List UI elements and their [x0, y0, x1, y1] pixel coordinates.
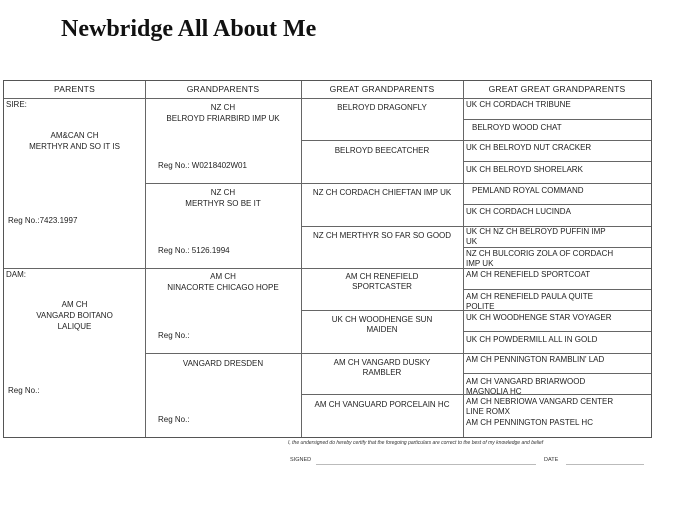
header-great-great-grandparents: GREAT GREAT GRANDPARENTS: [488, 84, 626, 94]
grandparent-title: NZ CH: [210, 188, 236, 197]
grandparent-reg-no: Reg No.: W0218402W01: [158, 161, 247, 170]
grandparent-name: MERTHYR SO BE IT: [185, 199, 261, 208]
sire-reg-no: Reg No.:7423.1997: [8, 216, 78, 225]
grandparent-reg-no: Reg No.:: [158, 415, 190, 424]
dam-name-cont: LALIQUE: [57, 322, 92, 331]
dam-name: VANGARD BOITANO: [36, 311, 113, 320]
great-grandparent-name: AM CH VANGARD DUSKY RAMBLER: [333, 358, 431, 377]
great-great-grandparent-name: UK CH POWDERMILL ALL IN GOLD: [466, 335, 598, 344]
great-great-grandparent-name: AM CH VANGARD BRIARWOOD: [466, 377, 586, 386]
great-great-grandparent-name: AM CH RENEFIELD PAULA QUITE: [466, 292, 593, 301]
grandparent-reg-no: Reg No.:: [158, 331, 190, 340]
great-grandparent-name: BELROYD BEECATCHER: [334, 146, 430, 155]
dam-title: AM CH: [61, 300, 88, 309]
certification-statement: I, the undersigned do hereby certify that the foregoing particulars are correct to the best of my knowledge and belief: [288, 440, 544, 446]
great-great-grandparent-name-cont: IMP UK: [466, 259, 494, 268]
sire-title: AM&CAN CH: [50, 131, 99, 140]
row-divider: [463, 204, 651, 205]
great-great-grandparent-name: UK CH BELROYD SHORELARK: [466, 165, 583, 174]
great-great-grandparent-name: UK CH CORDACH TRIBUNE: [466, 100, 571, 109]
great-great-grandparent-name: BELROYD WOOD CHAT: [472, 123, 562, 132]
row-divider: [463, 161, 651, 162]
grandparent-name: VANGARD DRESDEN: [182, 359, 264, 368]
row-divider: [301, 140, 651, 141]
row-divider: [463, 373, 651, 374]
page-title: Newbridge All About Me: [61, 16, 317, 42]
signed-label: SIGNED: [290, 457, 312, 463]
great-grandparent-name: NZ CH CORDACH CHIEFTAN IMP UK: [312, 188, 452, 197]
great-great-grandparent-name-cont: LINE ROMX: [466, 407, 511, 416]
great-great-grandparent-name: AM CH NEBRIOWA VANGARD CENTER: [466, 397, 614, 406]
row-divider: [145, 353, 651, 354]
header-divider: [4, 98, 651, 99]
column-divider: [301, 81, 302, 437]
header-great-grandparents: GREAT GRANDPARENTS: [329, 84, 435, 94]
sire-label: SIRE:: [6, 100, 27, 109]
great-great-grandparent-name: PEMLAND ROYAL COMMAND: [472, 186, 584, 195]
row-divider: [463, 289, 651, 290]
date-label: DATE: [544, 457, 559, 463]
grandparent-reg-no: Reg No.: 5126.1994: [158, 246, 230, 255]
signature-line: [316, 464, 536, 465]
column-divider: [463, 81, 464, 437]
header-grandparents: GRANDPARENTS: [186, 84, 260, 94]
grandparent-name: BELROYD FRIARBIRD IMP UK: [166, 114, 280, 123]
great-grandparent-name: AM CH RENEFIELD SPORTCASTER: [345, 272, 419, 291]
great-great-grandparent-name: UK CH BELROYD NUT CRACKER: [466, 143, 592, 152]
great-great-grandparent-name-cont: POLITE: [466, 302, 495, 311]
header-parents: PARENTS: [54, 84, 95, 94]
great-grandparent-name: NZ CH MERTHYR SO FAR SO GOOD: [312, 231, 452, 240]
great-grandparent-name: BELROYD DRAGONFLY: [337, 103, 427, 112]
dam-label: DAM:: [6, 270, 26, 279]
grandparent-title: NZ CH: [210, 103, 236, 112]
great-great-grandparent-name: AM CH PENNINGTON RAMBLIN' LAD: [466, 355, 605, 364]
great-great-grandparent-name: UK CH NZ CH BELROYD PUFFIN IMP: [466, 227, 606, 236]
great-great-grandparent-name: UK CH WOODHENGE STAR VOYAGER: [466, 313, 612, 322]
sire-dam-divider: [4, 268, 651, 269]
great-great-grandparent-name: NZ CH BULCORIG ZOLA OF CORDACH: [466, 249, 614, 258]
sire-name: MERTHYR AND SO IT IS: [29, 142, 120, 151]
row-divider: [145, 183, 651, 184]
row-divider: [463, 247, 651, 248]
column-divider: [145, 81, 146, 437]
great-grandparent-name: AM CH VANGUARD PORCELAIN HC: [314, 400, 450, 409]
great-great-grandparent-name: AM CH PENNINGTON PASTEL HC: [466, 418, 593, 427]
great-great-grandparent-name-cont: MAGNOLIA HC: [466, 387, 522, 396]
dam-reg-no: Reg No.:: [8, 386, 40, 395]
row-divider: [463, 331, 651, 332]
great-grandparent-name: UK CH WOODHENGE SUN MAIDEN: [331, 315, 433, 334]
grandparent-name: NINACORTE CHICAGO HOPE: [167, 283, 279, 292]
grandparent-title: AM CH: [210, 272, 236, 281]
date-line: [566, 464, 644, 465]
great-great-grandparent-name: UK CH CORDACH LUCINDA: [466, 207, 571, 216]
pedigree-table: [3, 80, 652, 438]
row-divider: [463, 119, 651, 120]
great-great-grandparent-name-cont: UK: [466, 237, 478, 246]
great-great-grandparent-name: AM CH RENEFIELD SPORTCOAT: [466, 270, 591, 279]
